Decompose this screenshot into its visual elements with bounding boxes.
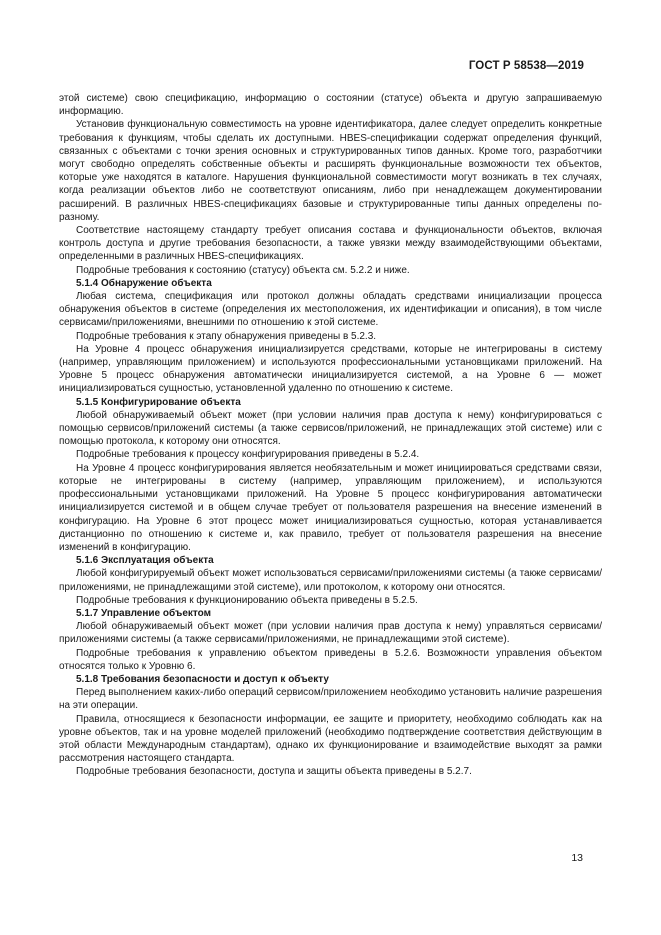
paragraph: Любая система, спецификация или протокол должны обладать средствами инициализации процесса обнаружения объектов в системе (определения их местоположения, их идентификации и описания), в том числе сервисами/приложениями, внешними по отношению к этой системе. [59,291,602,329]
section-heading-5-1-5: 5.1.5 Конфигурирование объекта [76,396,241,408]
paragraph: На Уровне 4 процесс обнаружения инициализируется средствами, которые не интегрированы в систему (например, управляющим приложением) и используются профессиональными установщиками приложений. На Уровне 5 процесс обнаружения автоматически инициализируется системой, а на Уровне 6 — может инициализироваться сущностью, установленной удаленно по отношению к системе. [59,343,602,395]
paragraph: Подробные требования к управлению объектом приведены в 5.2.6. Возможности управления объектом относятся только к Уровню 6. [59,647,602,672]
paragraph: Подробные требования к этапу обнаружения приведены в 5.2.3. [76,330,377,342]
section-heading-5-1-4: 5.1.4 Обнаружение объекта [76,277,212,289]
paragraph: Любой обнаруживаемый объект может (при условии наличия прав доступа к нему) управляться сервисами/приложениями системы (а также сервисами/приложениями, не принадлежащими этой системе). [59,621,602,646]
section-heading-5-1-6: 5.1.6 Эксплуатация объекта [76,555,214,567]
paragraph: Подробные требования к процессу конфигурирования приведены в 5.2.4. [76,449,420,461]
standard-code-header: ГОСТ Р 58538—2019 [468,60,584,72]
page-number: 13 [571,852,583,864]
paragraph: Соответствие настоящему стандарту требует описания состава и функциональности объектов, включая контроль доступа и другие требования безопасности, а также увязки между взаимодействующими объектами, определенными в различных HBES-спецификациях. [59,225,602,263]
paragraph: этой системе) свою спецификацию, информацию о состоянии (статусе) объекта и другую запрашиваемую информацию. [59,93,602,118]
section-heading-5-1-8: 5.1.8 Требования безопасности и доступ к объекту [76,673,329,685]
paragraph: Любой обнаруживаемый объект может (при условии наличия прав доступа к нему) конфигурироваться с помощью сервисов/приложений системы (а также сервисов/приложений, не принадлежащих этой системе) или с помощью протокола, к которому они относятся. [59,409,602,448]
paragraph: Перед выполнением каких-либо операций сервисом/приложением необходимо установить наличие разрешения на эти операции. [59,687,602,712]
paragraph: Подробные требования к функционированию объекта приведены в 5.2.5. [76,594,418,606]
paragraph: На Уровне 4 процесс конфигурирования является необязательным и может инициироваться средствами связи, которые не интегрированы в систему (например, управляющим приложением), и используются профессиональными установщиками приложений. На Уровне 5 процесс конфигурирования автоматически инициализируется системой и в общем случае требует от пользователя разрешения на внесение изменений в конфигурацию. На Уровне 6 этот процесс может инициализироваться сущностью, которая устанавливается дистанционно по отношению к системе и, как правило, требует от пользователя разрешения на внесение изменений в конфигурацию. [59,462,602,553]
paragraph: Любой конфигурируемый объект может использоваться сервисами/приложениями системы (а также сервисами/приложениями, не принадлежащими этой системе), или протоколом, к которому они относятся. [59,568,602,593]
paragraph: Подробные требования к состоянию (статусу) объекта см. 5.2.2 и ниже. [76,264,410,276]
paragraph: Правила, относящиеся к безопасности информации, ее защите и приоритету, необходимо соблюдать как на уровне объектов, так и на уровне моделей приложений (необходимо подтверждение соответствия действующим в этой области Международным стандартам), однако их функционирование и взаимодействие выходят за рамки рассмотрения настоящего стандарта. [59,713,602,765]
section-heading-5-1-7: 5.1.7 Управление объектом [76,607,212,619]
paragraph: Подробные требования безопасности, доступа и защиты объекта приведены в 5.2.7. [76,766,472,778]
document-body [59,92,602,779]
paragraph: Установив функциональную совместимость на уровне идентификатора, далее следует определить конкретные требования к функциям, чтобы сделать их доступными. HBES-спецификации содержат определения функций, связанных с объектами с точки зрения основных и структурированных типов данных. Кроме того, разработчики могут свободно определять собственные объекты и расширять функциональные возможности тех объектов, которые уже находятся в каталоге. Нарушения функциональной совместимости могут возникать в тех случаях, когда реализации объектов либо не соответствуют описаниям, либо при ненадлежащем документировании расширений. В различных HBES-спецификациях базовые и структурированные типы данных определены по-разному. [59,119,602,223]
